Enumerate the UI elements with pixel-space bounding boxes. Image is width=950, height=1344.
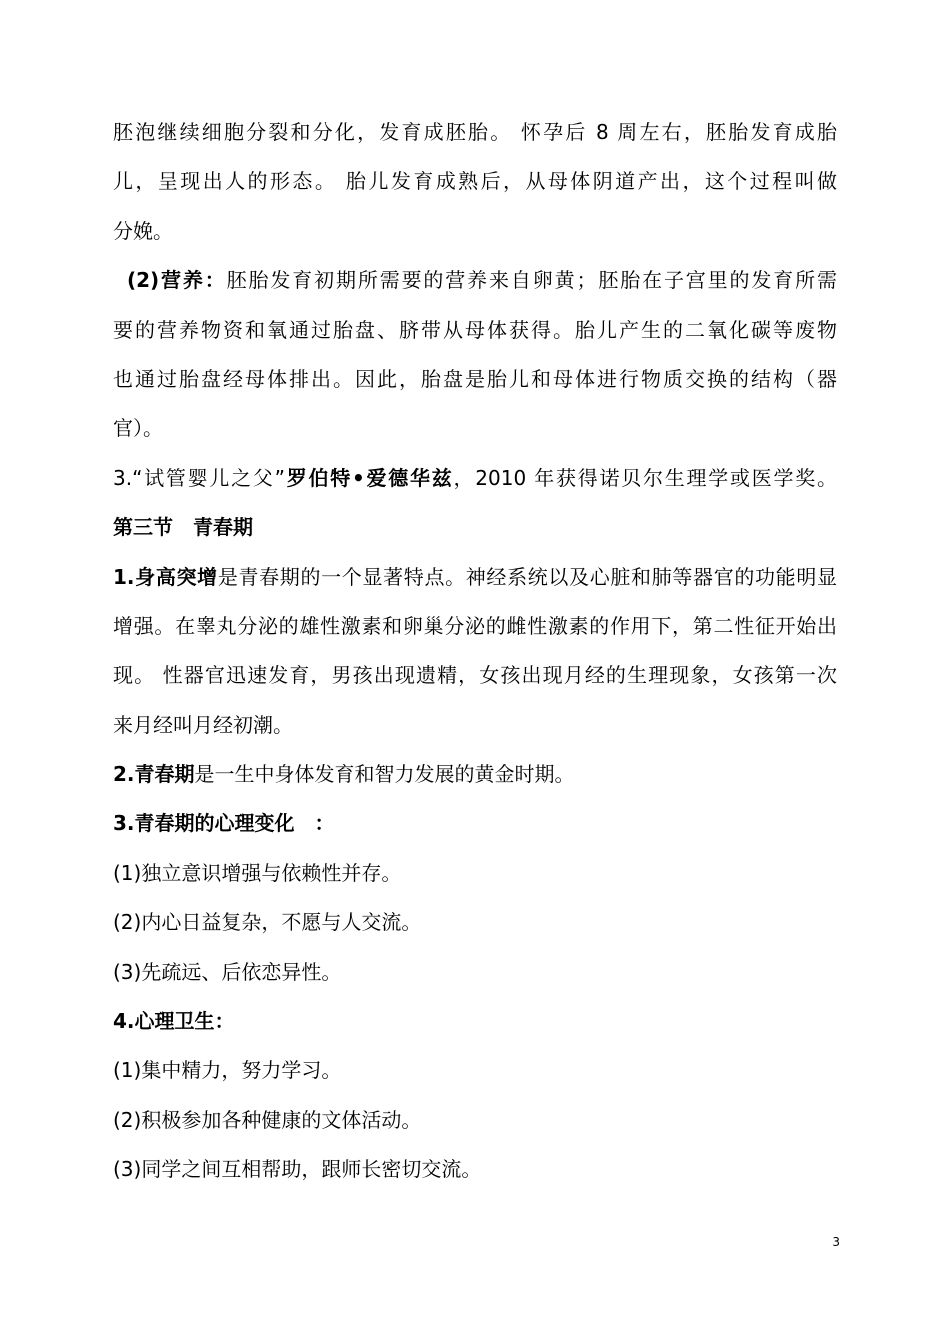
ivf-suffix: ，2010 年获得诺贝尔生理学或医学奖。 bbox=[453, 465, 837, 490]
psych-health-item: (2)积极参加各种健康的文体活动。 bbox=[113, 1107, 422, 1132]
page-content bbox=[113, 108, 837, 1195]
paragraph-ivf bbox=[113, 454, 837, 503]
paragraph-growth-line-1 bbox=[113, 553, 837, 602]
psych-health-title: 4.心理卫生： bbox=[113, 1009, 235, 1034]
paragraph-growth-line-3: 现。 性器官迅速发育，男孩出现遗精，女孩出现月经的生理现象，女孩第一次 bbox=[113, 663, 837, 688]
paragraph-nutrition-line-1 bbox=[113, 256, 837, 305]
nutrition-label: (2)营养： bbox=[127, 268, 227, 293]
ivf-name: 罗伯特•爱德华兹 bbox=[285, 465, 454, 490]
psych-health-item: (3)同学之间互相帮助，跟师长密切交流。 bbox=[113, 1157, 482, 1182]
paragraph-nutrition-line-2: 要的营养物资和氧通过胎盘、脐带从母体获得。胎儿产生的二氧化碳等废物 bbox=[113, 317, 837, 342]
paragraph-golden bbox=[113, 750, 837, 799]
psych-change-item: (1)独立意识增强与依赖性并存。 bbox=[113, 860, 402, 885]
nutrition-text: 胚胎发育初期所需要的营养来自卵黄；胚胎在子宫里的发育所需 bbox=[226, 268, 837, 293]
paragraph-embryo-line-3: 分娩。 bbox=[113, 218, 173, 243]
psych-change-item: (3)先疏远、后依恋异性。 bbox=[113, 959, 342, 984]
golden-label: 2.青春期 bbox=[113, 762, 195, 787]
section-title: 第三节 青春期 bbox=[113, 515, 253, 540]
growth-text: 是青春期的一个显著特点。神经系统以及心脏和肺等器官的功能明显 bbox=[217, 564, 837, 589]
psych-change-item: (2)内心日益复杂，不愿与人交流。 bbox=[113, 910, 422, 935]
golden-text: 是一生中身体发育和智力发展的黄金时期。 bbox=[194, 762, 575, 787]
psych-change-title: 3.青春期的心理变化 ： bbox=[113, 811, 335, 836]
paragraph-embryo-line-1: 胚泡继续细胞分裂和分化，发育成胚胎。 怀孕后 8 周左右，胚胎发育成胎 bbox=[113, 120, 837, 144]
paragraph-growth-line-4: 来月经叫月经初潮。 bbox=[113, 712, 293, 737]
growth-label: 1.身高突增 bbox=[113, 564, 218, 589]
page-number: 3 bbox=[832, 1235, 840, 1249]
ivf-prefix: 3.“试管婴儿之父” bbox=[113, 465, 286, 490]
paragraph-nutrition-line-4: 官）。 bbox=[113, 416, 163, 441]
paragraph-nutrition-line-3: 也通过胎盘经母体排出。因此，胎盘是胎儿和母体进行物质交换的结构（器 bbox=[113, 366, 837, 391]
paragraph-embryo-line-2: 儿，呈现出人的形态。 胎儿发育成熟后，从母体阴道产出，这个过程叫做 bbox=[113, 169, 837, 194]
psych-health-item: (1)集中精力，努力学习。 bbox=[113, 1058, 342, 1083]
paragraph-growth-line-2: 增强。在睾丸分泌的雄性激素和卵巢分泌的雌性激素的作用下，第二性征开始出 bbox=[113, 613, 837, 638]
